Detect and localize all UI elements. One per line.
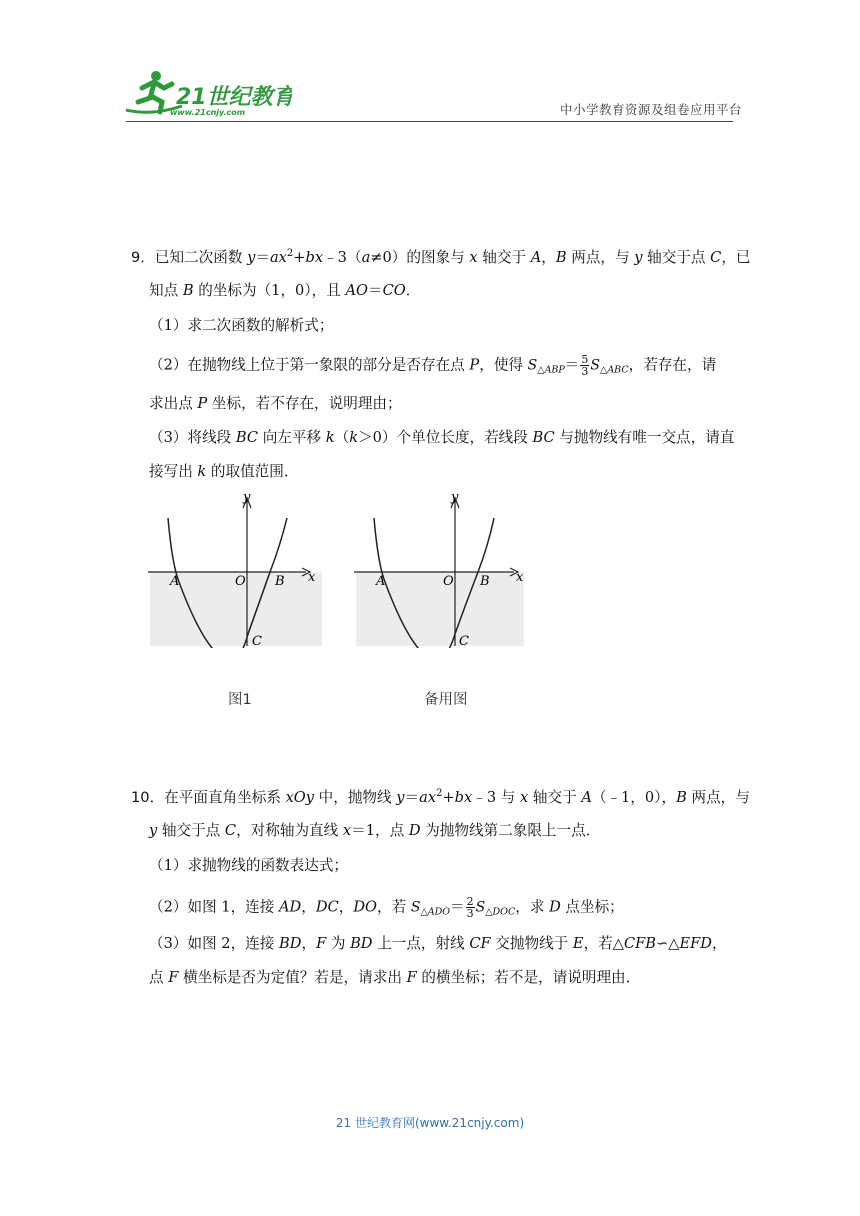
q9-part-3-line-2 (149, 462, 298, 482)
axis-label-y: y (243, 490, 251, 505)
q10-line-1 (131, 788, 750, 808)
q10-var: ax (419, 789, 437, 806)
q10-var: F (316, 935, 327, 952)
subscript-text: ABP (544, 364, 565, 376)
area-subscript (485, 907, 515, 918)
q10-text: ＝1，点 (351, 822, 409, 839)
q10-text: ，若 (377, 898, 411, 916)
q10-var: A (581, 789, 592, 806)
fraction-numerator: 5 (581, 353, 589, 366)
q10-text: 为抛物线第二象限上一点． (420, 822, 601, 839)
axis-label-y: y (451, 490, 459, 505)
q9-var: P (469, 356, 480, 374)
axis-label-x: x (308, 570, 316, 585)
q9-number: 9． (131, 249, 155, 266)
q9-text: ，若存在，请 (628, 356, 717, 374)
q10-text: 的横坐标；若不是，请说明理由． (416, 969, 641, 986)
q10-var: bx (454, 789, 473, 806)
q10-part-3 (149, 934, 727, 954)
q9-text: ＝ (255, 249, 270, 266)
q9-text: 两点，与 (566, 249, 635, 266)
area-subscript (600, 365, 629, 376)
q9-var: k (325, 429, 335, 446)
q9-text: 与抛物线有唯一交点，请直 (554, 429, 735, 446)
q10-var: AD (279, 898, 302, 916)
area-subscript (537, 365, 565, 376)
q9-var: bx (305, 249, 324, 266)
q9-text: ＝ (564, 356, 580, 374)
q10-var: x (342, 822, 352, 839)
fraction-denominator: 3 (466, 907, 474, 920)
q10-var: BD (279, 935, 302, 952)
point-label-a: A (376, 574, 386, 589)
q9-var: y (634, 249, 643, 266)
logo-url-text: www.21cnjy.com (170, 108, 246, 117)
q9-text: 的取值范围． (206, 463, 299, 480)
q9-var: x (469, 249, 478, 266)
q9-text: 接写出 (149, 463, 198, 480)
q9-text: ， (541, 249, 556, 266)
q9-var: y (247, 249, 256, 266)
figure-2-parabola (352, 488, 532, 648)
q9-text: ． (405, 282, 421, 299)
q9-text: （3）将线段 (149, 429, 236, 446)
q10-text: ∽△ (656, 935, 680, 952)
site-logo (122, 66, 292, 120)
q10-var: EFD (679, 935, 712, 952)
q10-text: 两点，与 (686, 789, 750, 806)
q10-text: ＝ (404, 789, 420, 806)
subscript-text: ABC (607, 364, 629, 376)
q9-text: 坐标，若不存在，说明理由； (207, 395, 402, 412)
q9-var: CO (382, 282, 406, 299)
q10-var: y (396, 789, 405, 806)
point-label-o: O (443, 574, 454, 589)
q10-var: D (549, 898, 561, 916)
q9-text: 的坐标为（1，0），且 (193, 282, 346, 299)
q10-text: 点 (149, 969, 169, 986)
q10-var: xOy (285, 789, 315, 806)
fraction-numerator: 2 (466, 895, 474, 908)
area-subscript (420, 907, 450, 918)
point-label-c: C (252, 634, 262, 648)
triangle-symbol: △ (420, 906, 428, 918)
q10-var: DC (315, 898, 339, 916)
q10-text: 在平面直角坐标系 (164, 789, 286, 806)
q10-part-3-line-2 (149, 968, 640, 988)
header-divider (126, 121, 733, 122)
q10-text: 交抛物线于 (490, 935, 573, 952)
q10-exponent: 2 (436, 788, 443, 799)
q9-var: B (555, 249, 567, 266)
q9-text: 已知二次函数 (154, 249, 248, 266)
q10-text: ， (711, 935, 727, 952)
q9-exponent: 2 (286, 248, 294, 259)
q9-var: P (197, 395, 208, 412)
q10-text: 中，抛物线 (314, 789, 397, 806)
logo-text: 21世纪教育 (176, 85, 292, 110)
q10-var: x (520, 789, 529, 806)
q9-var: BC (235, 429, 259, 446)
q9-text: ＞0）个单位长度，若线段 (358, 429, 533, 446)
q9-var: k (349, 429, 359, 446)
fraction (466, 896, 475, 919)
q10-var: CFB (623, 935, 657, 952)
runner-logo-icon (122, 66, 292, 120)
q9-var: k (197, 463, 207, 480)
q9-text: 向左平移 (258, 429, 326, 446)
q10-text: 上一点，射线 (372, 935, 470, 952)
q9-var: AO (345, 282, 368, 299)
fraction (580, 354, 589, 377)
triangle-symbol: △ (485, 906, 493, 918)
q9-text: （2）在抛物线上位于第一象限的部分是否存在点 (149, 356, 470, 374)
q10-text: ﹣3 与 (472, 789, 521, 806)
q10-var: E (572, 935, 584, 952)
q9-text: 求出点 (149, 395, 198, 412)
q10-var: BD (350, 935, 373, 952)
q10-text: ， (301, 935, 317, 952)
fraction-denominator: 3 (581, 365, 589, 378)
figure-2-caption: 备用图 (424, 692, 468, 708)
subscript-text: DOC (492, 906, 516, 918)
q10-var: D (408, 822, 421, 839)
q9-var: BC (532, 429, 555, 446)
q10-text: （﹣1，0）， (591, 789, 677, 806)
area-symbol: S (410, 899, 421, 916)
q9-text: ﹣3（ (323, 249, 362, 266)
platform-title: 中小学教育资源及组卷应用平台 (560, 102, 743, 117)
point-label-b: B (480, 574, 490, 589)
figure-1-parabola (146, 488, 326, 648)
q10-number: 10． (131, 789, 165, 806)
q9-text: 知点 (149, 282, 183, 299)
q10-line-2 (149, 821, 600, 841)
q10-text: ，对称轴为直线 (236, 822, 343, 839)
area-symbol: S (590, 357, 600, 374)
q9-var: ax (269, 249, 287, 266)
q10-text: ，求 (515, 898, 550, 916)
axis-label-x: x (516, 570, 524, 585)
q9-text: （ (334, 429, 350, 446)
q9-text: 轴交于 (477, 249, 531, 266)
subscript-text: ADO (427, 906, 451, 918)
q9-line-1 (131, 248, 751, 268)
q9-var: a (361, 249, 371, 266)
point-label-b: B (275, 574, 285, 589)
q9-text: ≠0）的图象与 (370, 249, 470, 266)
area-symbol: S (527, 357, 538, 374)
q10-var: B (676, 789, 687, 806)
q10-var: F (406, 969, 417, 986)
q10-text: （3）如图 2，连接 (149, 935, 280, 952)
triangle-symbol: △ (537, 364, 545, 376)
point-label-a: A (170, 574, 180, 589)
q10-text: 为 (326, 935, 351, 952)
q9-var: C (710, 249, 722, 266)
q10-text: 轴交于点 (157, 822, 225, 839)
footer-link[interactable]: 21 世纪教育网(www.21cnjy.com) (335, 1116, 525, 1130)
q9-text: ＝ (367, 282, 383, 299)
q10-text: ， (301, 898, 316, 916)
q9-part-2 (149, 354, 716, 381)
q10-var: CF (469, 935, 491, 952)
q10-text: 点坐标； (560, 898, 624, 916)
q9-line-2 (149, 281, 420, 301)
q9-text: ，使得 (479, 356, 528, 374)
q10-var: y (149, 822, 158, 839)
area-symbol: S (475, 899, 486, 916)
point-label-o: O (235, 574, 246, 589)
q9-part-3 (149, 428, 734, 448)
q10-var: C (224, 822, 237, 839)
q10-text: ，若△ (583, 935, 624, 952)
q10-text: （2）如图 1，连接 (149, 898, 280, 916)
q9-var: A (530, 249, 542, 266)
q9-part-2-line-2 (149, 394, 402, 414)
q10-var: DO (353, 898, 378, 916)
q9-text: 轴交于点 (642, 249, 711, 266)
q10-part-1: （1）求抛物线的函数表达式； (149, 857, 349, 874)
q10-var: F (168, 969, 179, 986)
q10-text: 轴交于 (528, 789, 582, 806)
q10-text: ， (338, 898, 354, 916)
q10-text: + (442, 789, 455, 806)
triangle-symbol: △ (600, 364, 608, 376)
q9-var: B (182, 282, 194, 299)
q9-text: ，已 (721, 249, 751, 266)
q9-part-1: （1）求二次函数的解析式； (149, 317, 334, 334)
figure-1-caption: 图1 (228, 692, 252, 708)
q10-part-2 (149, 896, 624, 923)
point-label-c: C (459, 634, 469, 648)
q9-text: + (293, 249, 306, 266)
q10-text: 横坐标是否为定值？若是，请求出 (178, 969, 407, 986)
q10-text: ＝ (450, 898, 465, 916)
